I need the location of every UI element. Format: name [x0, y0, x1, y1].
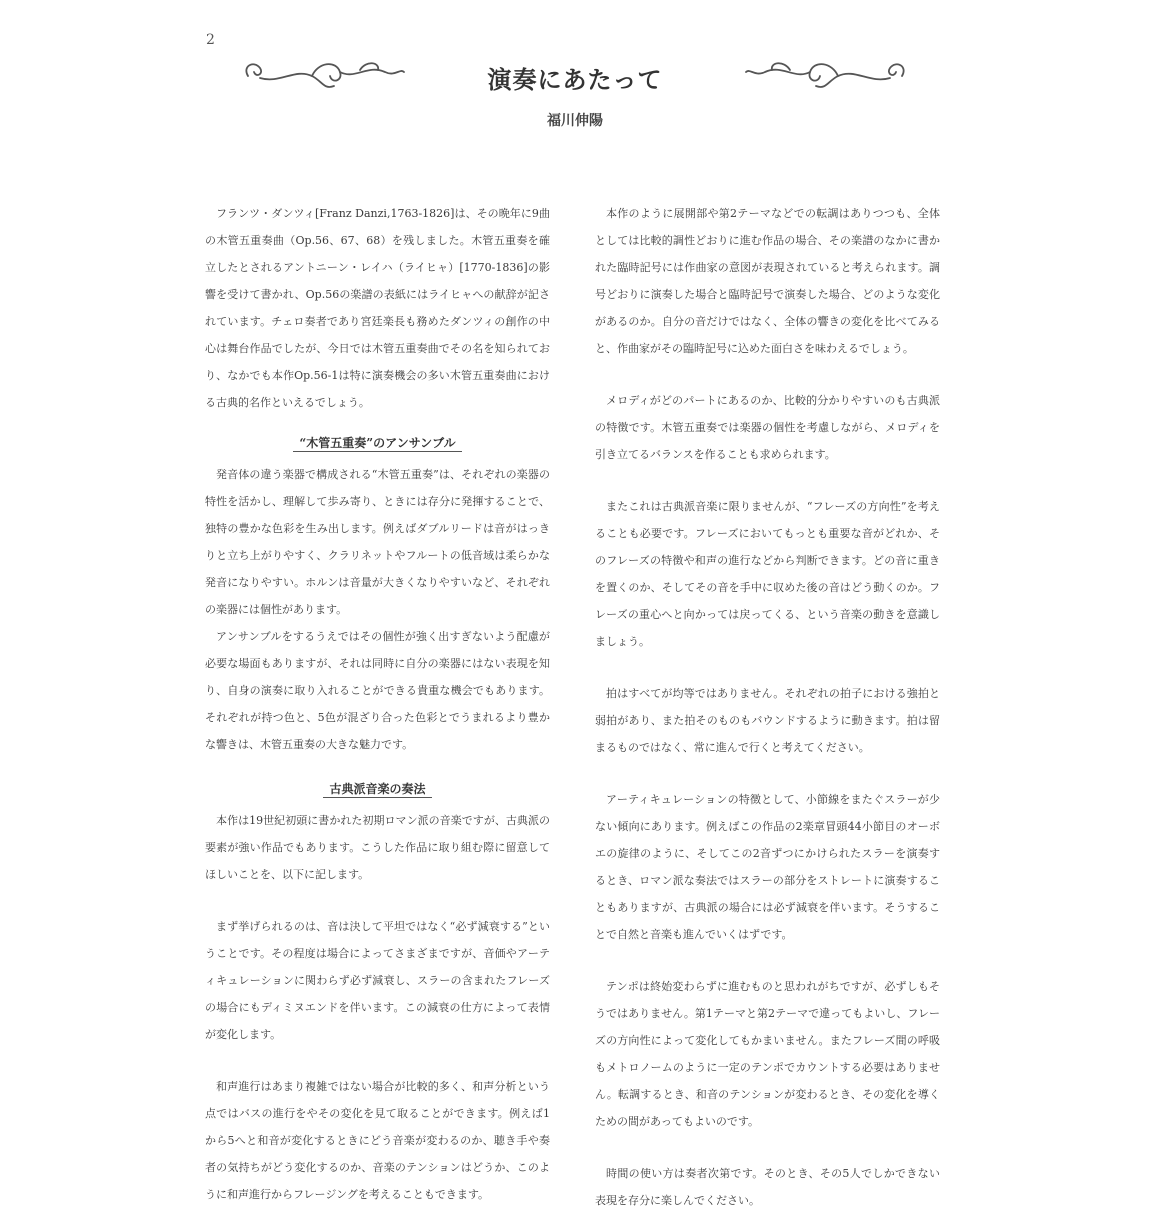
- body-paragraph: メロディがどのパートにあるのか、比較的分かりやすいのも古典派の特徴です。木管五重奏では楽器の個性を考慮しながら、メロディを引き立てるバランスを作ることも求められます。: [595, 394, 940, 461]
- body-paragraph: アンサンブルをするうえではその個性が強く出すぎないよう配慮が必要な場面もありますが、それは同時に自分の楽器にはない表現を知り、自身の演奏に取り入れることができる貴重な機会でもあります。それぞれが持つ色と、5色が混ざり合った色彩とでうまれるより豊かな響きは、木管五重奏の大きな魅力です。: [205, 630, 550, 751]
- body-paragraph: 本作は19世紀初頭に書かれた初期ロマン派の音楽ですが、古典派の要素が強い作品でもあります。こうした作品に取り組む際に留意してほしいことを、以下に記します。: [205, 814, 550, 881]
- body-paragraph: 時間の使い方は奏者次第です。そのとき、その5人でしかできない表現を存分に楽しんでください。: [595, 1167, 940, 1207]
- section-heading-text: “木管五重奏”のアンサンブル: [293, 436, 461, 452]
- body-paragraph: テンポは終始変わらずに進むものと思われがちですが、必ずしもそうではありません。第1テーマと第2テーマで違ってもよいし、フレーズの方向性によって変化してもかまいません。またフレーズ間の呼吸もメトロノームのように一定のテンポでカウントする必要はありません。転調するとき、和音のテンションが変わるとき、その変化を導くための間があってもよいのです。: [595, 980, 940, 1128]
- title-row: [230, 50, 920, 100]
- left-column: [205, 200, 550, 1208]
- section-heading: [205, 430, 550, 457]
- page-title: 演奏にあたって: [487, 65, 663, 94]
- body-paragraph: またこれは古典派音楽に限りませんが、“フレーズの方向性”を考えることも必要です。フレーズにおいてもっとも重要な音がどれか、そのフレーズの特徴や和声の進行などから判断できます。どの音に重きを置くのか、そしてその音を手中に収めた後の音はどう動くのか。フレーズの重心へと向かっては戻ってくる、という音楽の動きを意識しましょう。: [595, 500, 940, 648]
- page-number: 2: [206, 32, 215, 48]
- body-paragraph: まず挙げられるのは、音は決して平坦ではなく“必ず減衰する”ということです。その程度は場合によってさまざまですが、音価やアーティキュレーションに関わらず必ず減衰し、スラーの含まれたフレーズの場合にもディミヌエンドを伴います。この減衰の仕方によって表情が変化します。: [205, 920, 550, 1041]
- body-paragraph: アーティキュレーションの特徴として、小節線をまたぐスラーが少ない傾向にあります。例えばこの作品の2楽章冒頭44小節目のオーボエの旋律のように、そしてこの2音ずつにかけられたスラーを演奏するとき、ロマン派な奏法ではスラーの部分をストレートに演奏することもありますが、古典派の場合には必ず減衰を伴います。そうすることで自然と音楽も進んでいくはずです。: [595, 793, 940, 941]
- intro-paragraph: フランツ・ダンツィ[Franz Danzi,1763-1826]は、その晩年に9曲の木管五重奏曲（Op.56、67、68）を残しました。木管五重奏を確立したとされるアントニーン・レイハ（ライヒャ）[1770-1836]の影響を受けて書かれ、Op.56の楽譜の表紙にはライヒャへの献辞が記されています。チェロ奏者であり宮廷楽長も務めたダンツィの創作の中心は舞台作品でしたが、今日では木管五重奏曲でその名を知られており、なかでも本作Op.56-1は特に演奏機会の多い木管五重奏曲における古典的名作といえるでしょう。: [205, 207, 550, 409]
- right-column: [595, 200, 940, 1214]
- body-paragraph: 本作のように展開部や第2テーマなどでの転調はありつつも、全体としては比較的調性どおりに進む作品の場合、その楽譜のなかに書かれた臨時記号には作曲家の意図が表現されていると考えられます。調号どおりに演奏した場合と臨時記号で演奏した場合、どのような変化があるのか。自分の音だけではなく、全体の響きの変化を比べてみると、作曲家がその臨時記号に込めた面白さを味わえるでしょう。: [595, 207, 940, 355]
- section-heading: [205, 776, 550, 803]
- body-paragraph: 和声進行はあまり複雑ではない場合が比較的多く、和声分析という点ではバスの進行をやその変化を見て取ることができます。例えば1から5へと和音が変化するときにどう音楽が変わるのか、聴き手や奏者の気持ちがどう変化するのか、音楽のテンションはどうか、このように和声進行からフレージングを考えることもできます。: [205, 1080, 550, 1201]
- section-heading-text: 古典派音楽の奏法: [323, 782, 431, 798]
- body-paragraph: 発音体の違う楽器で構成される“木管五重奏”は、それぞれの楽器の特性を活かし、理解して歩み寄り、ときには存分に発揮することで、独特の豊かな色彩を生み出します。例えばダブルリードは音がはっきりと立ち上がりやすく、クラリネットやフルートの低音域は柔らかな発音になりやすい。ホルンは音量が大きくなりやすいなど、それぞれの楽器には個性があります。: [205, 468, 550, 616]
- author-name: 福川伸陽: [547, 113, 603, 129]
- scroll-ornament-icon: [740, 50, 910, 96]
- body-paragraph: 拍はすべてが均等ではありません。それぞれの拍子における強拍と弱拍があり、また拍そのものもバウンドするように動きます。拍は留まるものではなく、常に進んで行くと考えてください。: [595, 687, 940, 754]
